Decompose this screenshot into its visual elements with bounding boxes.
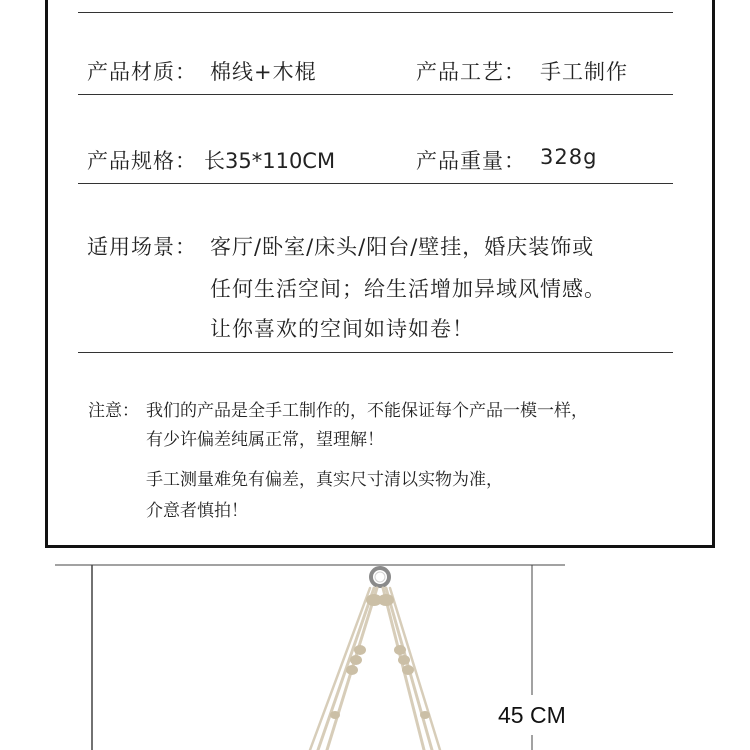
craft-value: 手工制作 (540, 60, 628, 84)
notice-line: 手工测量难免有偏差，真实尺寸清以实物为准， (146, 470, 503, 490)
hanging-ring (371, 568, 389, 586)
notice-line: 介意者慎拍！ (146, 501, 248, 521)
divider-3 (78, 352, 673, 353)
macrame-cords (310, 588, 440, 750)
material-value: 棉线+木棍 (210, 60, 317, 84)
divider-2 (78, 183, 673, 184)
scene-line: 任何生活空间；给生活增加异域风情感。 (210, 277, 606, 301)
notice-line: 我们的产品是全手工制作的，不能保证每个产品一模一样， (146, 401, 588, 421)
divider-top (78, 12, 673, 13)
weight-value: 328g (540, 145, 598, 169)
size-value: 长35*110CM (204, 149, 336, 173)
notice-line: 有少许偏差纯属正常，望理解！ (146, 430, 384, 450)
notice-label: 注意： (88, 401, 139, 421)
material-label: 产品材质： (87, 60, 197, 84)
weight-label: 产品重量： (416, 149, 526, 173)
size-label: 产品规格： (87, 149, 197, 173)
craft-label: 产品工艺： (416, 60, 526, 84)
dimension-label: 45 CM (498, 702, 566, 728)
product-image (0, 555, 750, 750)
scene-label: 适用场景： (87, 235, 197, 259)
divider-1 (78, 94, 673, 95)
scene-line: 让你喜欢的空间如诗如卷！ (210, 317, 474, 341)
scene-line: 客厅/卧室/床头/阳台/壁挂，婚庆装饰或 (210, 235, 595, 259)
dimension-guides (55, 565, 565, 750)
